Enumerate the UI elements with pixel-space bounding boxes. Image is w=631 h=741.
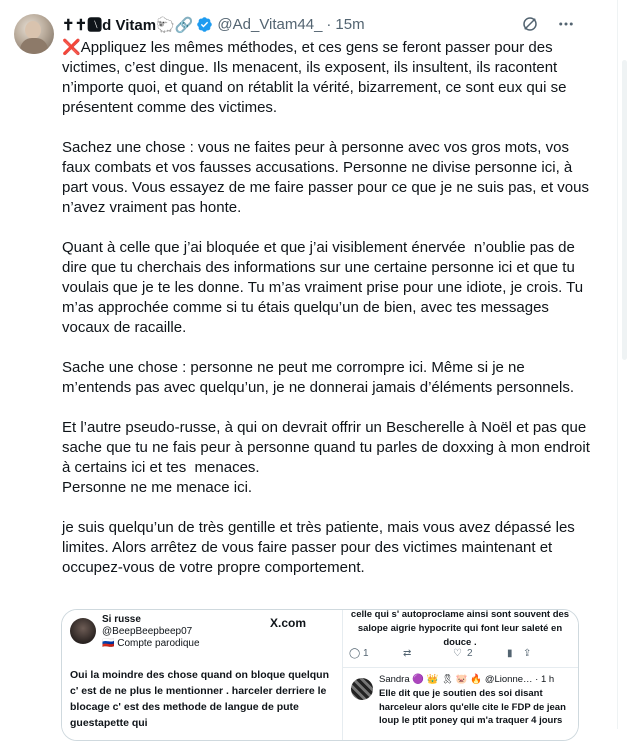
- screenshot-avatar: [70, 618, 96, 644]
- paragraph-5: Et l’autre pseudo-russe, à qui on devrait offrir un Bescherelle à Noël et pas que sache que tu ne fais peur à personne quand tu parles de doxxing à mon endroit à certains ici et tes menaces. Personne ne me menace ici.: [62, 419, 590, 496]
- more-icon[interactable]: [556, 14, 576, 34]
- retweet-icon: ⇄: [403, 648, 412, 659]
- grok-icon[interactable]: [520, 14, 540, 34]
- cross-mark-icon: ❌: [62, 39, 81, 56]
- screenshot-actions: [349, 648, 569, 659]
- views-icon: ▮: [507, 648, 513, 659]
- screenshot-right-text: celle qui s' autoproclame ainsi sont souvent des salope aigrie hypocrite qui font leur saleté en douce .: [350, 609, 572, 648]
- scrollbar-thumb[interactable]: [622, 60, 627, 360]
- screenshot-right[interactable]: [343, 610, 578, 740]
- reply-icon: ◯: [349, 648, 361, 659]
- paragraph-1: Appliquez les mêmes méthodes, et ces gens se feront passer pour des victimes, c’est dingue. Ils menacent, ils exposent, ils insultent, ils racontent n’importe quoi, et quand on rétablit la vérité, bizarrement, ce sont eux qui se présentent comme des victimes.: [62, 39, 571, 116]
- avatar-head-shape: [25, 21, 41, 39]
- verified-badge-icon: [196, 16, 213, 33]
- tweet-actions-top: [520, 14, 576, 34]
- scrollbar[interactable]: [617, 0, 631, 729]
- parody-label: 🇷🇺 Compte parodique: [102, 638, 200, 649]
- screenshot-left[interactable]: [62, 610, 343, 740]
- screenshot-name: Si russe: [102, 614, 141, 625]
- handle[interactable]: @Ad_Vitam44_: [217, 15, 323, 33]
- x-logo: X.com: [270, 616, 307, 630]
- timestamp[interactable]: 15m: [335, 15, 365, 33]
- tweet-text: [62, 38, 592, 578]
- avatar-body-shape: [20, 38, 48, 54]
- divider: [343, 667, 578, 668]
- screenshot-user-2: Sandra 🟣 👑 🎗 🐷 🔥 @Lionne… · 1 h: [379, 674, 555, 685]
- paragraph-6: je suis quelqu’un de très gentille et très patiente, mais vous avez dépassé les limites. Alors arrêtez de vous faire passer pour des victimes maintenant et occupez-vous de votre propre comportement.: [62, 519, 579, 576]
- screenshot-handle: @BeepBeepbeep07: [102, 626, 193, 637]
- screenshot-text-2: Elle dit que je soutien des soi disant harceleur alors qu'elle cite le FDP de jean loup le ptit poney qui m'a traquer 4 jours: [379, 688, 569, 726]
- separator-dot: ·: [326, 15, 332, 33]
- display-name[interactable]: ✝✝🅰d Vitam🐑🔗: [62, 16, 194, 34]
- media-attachment[interactable]: [61, 609, 579, 741]
- screenshot-avatar-2: [351, 678, 373, 700]
- paragraph-2: Sachez une chose : vous ne faites peur à personne avec vos gros mots, vos faux combats et vos fausses accusations. Personne ne divise personne ici, à part vous. Vous essayez de me faire passer pour ce que je ne suis pas, et vous n’avez vraiment pas honte.: [62, 139, 594, 216]
- screenshot-text: Oui la moindre des chose quand on bloque quelqun c' est de ne plus le mentionner . harceler derriere le blocage c' est des methode de langue de pute guestapette qui: [70, 669, 332, 729]
- retweet-count: [417, 648, 453, 659]
- avatar[interactable]: [14, 14, 54, 54]
- paragraph-4: Sache une chose : personne ne peut me corrompre ici. Même si je ne m’entends pas avec quelqu’un, je ne donnerai jamais d’éléments personnels.: [62, 359, 574, 396]
- paragraph-3: Quant à celle que j’ai bloquée et que j’ai visiblement énervée n’oublie pas de dire que tu cherchais des informations sur une certaine personne ici et que tu voulais que je te les donne. Tu m’as vraiment prise pour une idiote, je crois. Tu m’as approchée comme si tu étais quelqu’un de bien, avec tes messages vocaux de racaille.: [62, 239, 588, 336]
- reply-count: 1: [363, 648, 369, 659]
- like-icon: ♡: [453, 648, 462, 659]
- share-icon: ⇪: [523, 648, 532, 659]
- like-count: 2: [467, 648, 473, 659]
